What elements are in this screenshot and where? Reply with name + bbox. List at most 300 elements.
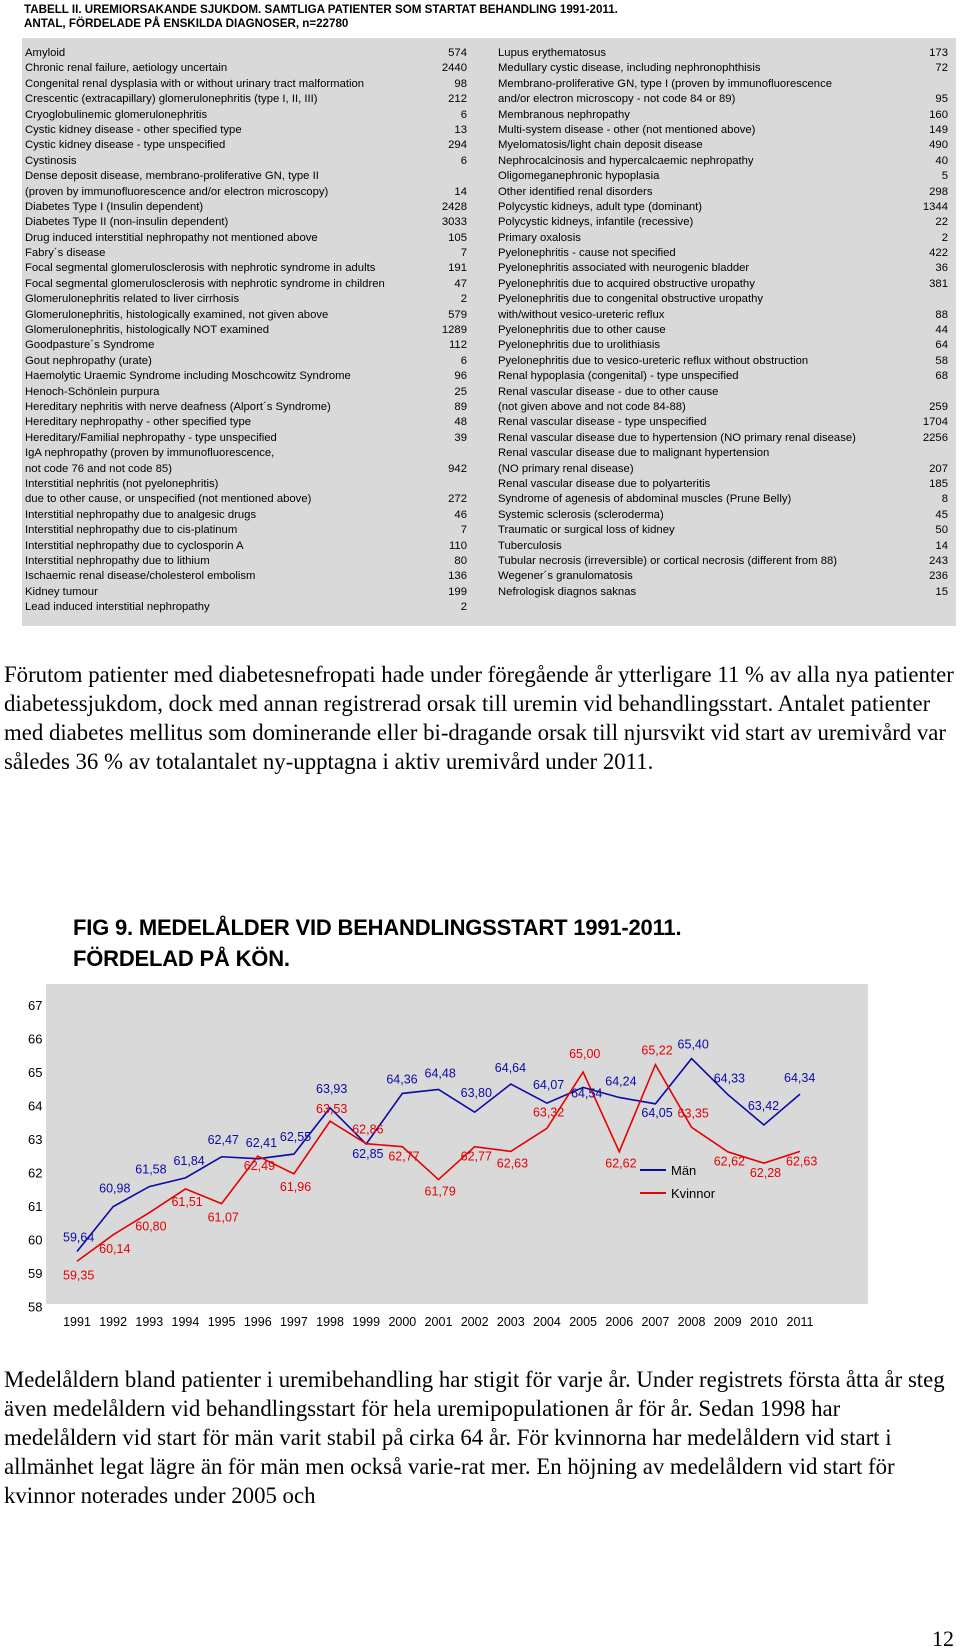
data-label-men: 65,40	[677, 1037, 709, 1052]
patient-count: 14	[454, 185, 467, 198]
patient-count: 88	[935, 308, 948, 321]
data-label-men: 64,48	[424, 1066, 456, 1081]
table-row	[25, 492, 467, 507]
patient-count: 2428	[441, 200, 467, 213]
x-tick-label: 1994	[171, 1315, 200, 1329]
diagnosis-label: Pyelonephritis due to urolithiasis	[498, 339, 661, 352]
data-label-women: 62,62	[713, 1154, 745, 1169]
y-tick-label: 66	[28, 1031, 43, 1047]
x-tick-label: 1997	[279, 1315, 308, 1329]
patient-count: 6	[460, 154, 467, 167]
diagnosis-label: Interstitial nephropathy due to lithium	[25, 554, 210, 567]
patient-count: 89	[454, 400, 467, 413]
data-label-women: 60,14	[99, 1241, 131, 1256]
x-tick-label: 2008	[677, 1315, 706, 1329]
table-row	[498, 323, 948, 338]
figure-title-line-2: FÖRDELAD PÅ KÖN.	[73, 946, 290, 971]
patient-count: 579	[448, 308, 467, 321]
patient-count: 46	[454, 508, 467, 521]
diagnosis-label: Pyelonephritis due to vesico-ureteric reflux without obstruction	[498, 354, 809, 367]
x-tick-label: 1991	[63, 1315, 91, 1329]
data-label-women: 59,35	[63, 1268, 95, 1283]
patient-count: 207	[929, 462, 948, 475]
diagnosis-label: Multi-system disease - other (not mentioned above)	[498, 123, 756, 136]
table-row	[498, 46, 948, 61]
data-label-men: 62,41	[245, 1135, 278, 1150]
patient-count: 422	[929, 247, 948, 260]
table-row	[25, 277, 467, 292]
diagnosis-label: Renal vascular disease due to malignant hypertension	[498, 447, 770, 460]
x-tick-label: 2003	[496, 1315, 525, 1329]
diagnosis-label: Henoch-Schönlein purpura	[25, 385, 160, 398]
patient-count: 15	[935, 585, 948, 598]
patient-count: 95	[935, 93, 948, 106]
diagnosis-label: Renal vascular disease due to hypertension (NO primary renal disease)	[498, 431, 856, 444]
diagnosis-label: Polycystic kidneys, infantile (recessive)	[498, 216, 694, 229]
table-row	[498, 200, 948, 215]
data-label-men: 64,36	[386, 1072, 418, 1087]
table-row	[25, 138, 467, 153]
diagnosis-label: Lupus erythematosus	[498, 47, 607, 59]
patient-count: 574	[448, 47, 467, 59]
table-row	[498, 246, 948, 261]
table-row	[498, 400, 948, 415]
table-row	[25, 231, 467, 246]
diagnosis-label: Glomerulonephritis related to liver cirrhosis	[25, 293, 240, 306]
diagnosis-label: Wegener´s granulomatosis	[498, 570, 633, 583]
data-label-men: 59,64	[63, 1230, 95, 1245]
table-row	[25, 338, 467, 353]
table-row	[498, 385, 948, 400]
data-label-men: 63,42	[747, 1098, 780, 1113]
patient-count: 105	[448, 231, 467, 244]
data-label-women: 62,77	[460, 1149, 492, 1164]
diagnosis-label: Renal vascular disease - due to other cause	[498, 385, 719, 398]
diagnosis-label: Goodpasture´s Syndrome	[25, 339, 155, 352]
diagnosis-label: Syndrome of agenesis of abdominal muscles (Prune Belly)	[498, 493, 792, 506]
diagnosis-label: Interstitial nephropathy due to cis-platinum	[25, 524, 238, 537]
patient-count: 98	[454, 77, 467, 90]
diagnosis-label: Oligomeganephronic hypoplasia	[498, 170, 660, 183]
patient-count: 44	[935, 324, 948, 337]
patient-count: 5	[941, 170, 948, 183]
data-label-women: 65,00	[569, 1047, 601, 1061]
table-row	[25, 523, 467, 538]
data-label-men: 60,98	[99, 1181, 131, 1196]
table-row	[498, 61, 948, 76]
patient-count: 259	[929, 400, 948, 413]
table-caption	[24, 3, 944, 31]
data-label-women: 62,77	[388, 1149, 420, 1164]
diagnosis-label: Hereditary nephritis with nerve deafness (Alport´s Syndrome)	[25, 400, 331, 413]
table-row	[498, 261, 948, 276]
table-row	[25, 462, 467, 477]
data-label-men: 64,07	[532, 1078, 565, 1093]
diagnosis-label: Fabry´s disease	[25, 247, 106, 260]
table-row	[25, 554, 467, 569]
table-row	[25, 446, 467, 461]
y-tick-label: 65	[28, 1065, 43, 1080]
table-row	[498, 231, 948, 246]
diagnosis-label: due to other cause, or unspecified (not mentioned above)	[25, 493, 312, 506]
table-row	[25, 185, 467, 200]
diagnosis-label: Congenital renal dysplasia with or without urinary tract malformation	[25, 77, 365, 90]
table-row	[25, 369, 467, 384]
table-row	[498, 354, 948, 369]
diagnosis-label: Other identified renal disorders	[498, 185, 653, 198]
diagnosis-label: Glomerulonephritis, histologically examined, not given above	[25, 308, 329, 321]
patient-count: 112	[448, 339, 467, 352]
table-row	[25, 308, 467, 323]
patient-count: 64	[935, 339, 948, 352]
data-label-women: 65,22	[641, 1043, 673, 1058]
x-tick-label: 2007	[641, 1315, 670, 1329]
legend-label-men: Män	[671, 1163, 697, 1178]
patient-count: 6	[460, 354, 467, 367]
data-label-women: 62,28	[749, 1166, 782, 1181]
patient-count: 272	[448, 493, 467, 506]
patient-count: 22	[935, 216, 948, 229]
table-row	[25, 585, 467, 600]
table-row	[25, 169, 467, 184]
diagnosis-label: Pyelonephritis due to congenital obstructive uropathy	[498, 293, 764, 306]
y-tick-label: 62	[28, 1165, 43, 1181]
x-tick-label: 1993	[135, 1315, 164, 1329]
y-tick-label: 64	[28, 1098, 43, 1114]
data-label-men: 64,34	[784, 1071, 816, 1086]
data-label-women: 61,07	[207, 1210, 239, 1225]
patient-count: 1289	[441, 324, 467, 337]
data-label-women: 61,51	[171, 1194, 203, 1209]
table-row	[25, 92, 467, 107]
patient-count: 236	[929, 570, 948, 583]
table-row	[498, 308, 948, 323]
patient-count: 2256	[922, 431, 948, 444]
diagnosis-label: Membrano-proliferative GN, type I (proven by immunofluorescence	[498, 77, 833, 90]
diagnosis-label: Haemolytic Uraemic Syndrome including Moschcowitz Syndrome	[25, 370, 351, 383]
diagnosis-label: Pyelonephritis due to acquired obstructive uropathy	[498, 277, 755, 290]
data-label-women: 62,62	[605, 1156, 637, 1171]
table-caption-line-1: TABELL II. UREMIORSAKANDE SJUKDOM. SAMTLIGA PATIENTER SOM STARTAT BEHANDLING 1991-2011.	[24, 3, 618, 16]
patient-count: 2	[941, 231, 948, 244]
table-row	[498, 92, 948, 107]
diagnosis-label: Hereditary nephropathy - other specified type	[25, 416, 252, 429]
data-label-men: 62,47	[207, 1132, 239, 1147]
diagnosis-label: Myelomatosis/light chain deposit disease	[498, 139, 703, 152]
patient-count: 294	[448, 139, 467, 152]
patient-count: 8	[941, 493, 948, 506]
table-row	[25, 154, 467, 169]
patient-count: 212	[448, 93, 467, 106]
table-row	[25, 292, 467, 307]
diagnosis-label: not code 76 and not code 85)	[25, 462, 172, 475]
diagnosis-label: Interstitial nephropathy due to cyclosporin A	[25, 539, 244, 552]
data-label-women: 61,79	[424, 1184, 456, 1199]
data-label-women: 61,96	[279, 1179, 312, 1194]
x-tick-label: 2000	[388, 1315, 417, 1329]
data-label-men: 64,54	[571, 1086, 603, 1101]
patient-count: 72	[935, 62, 948, 75]
diagnosis-label: Hereditary/Familial nephropathy - type unspecified	[25, 431, 277, 444]
table-row	[498, 108, 948, 123]
table-row	[498, 369, 948, 384]
table-row	[498, 446, 948, 461]
data-label-men: 62,85	[352, 1147, 384, 1162]
diagnosis-label: Renal vascular disease due to polyarteritis	[498, 477, 711, 490]
patient-count: 2	[460, 601, 467, 614]
diagnosis-table-right-column	[498, 46, 948, 600]
diagnosis-table-left-column	[25, 46, 467, 615]
patient-count: 6	[460, 108, 467, 121]
x-tick-label: 2004	[533, 1315, 561, 1329]
data-label-men: 61,84	[173, 1153, 205, 1168]
patient-count: 1704	[922, 416, 948, 429]
data-label-women: 62,86	[352, 1122, 384, 1137]
data-label-men: 62,55	[279, 1130, 312, 1145]
diagnosis-label: Diabetes Type I (Insulin dependent)	[25, 200, 204, 213]
table-row	[498, 523, 948, 538]
diagnosis-label: IgA nephropathy (proven by immunofluorescence,	[25, 447, 275, 460]
table-row	[498, 554, 948, 569]
figure-title	[73, 912, 873, 974]
diagnosis-label: Gout nephropathy (urate)	[25, 354, 152, 367]
patient-count: 2	[460, 293, 467, 306]
x-tick-label: 1996	[243, 1315, 272, 1329]
table-row	[25, 46, 467, 61]
diagnosis-label: Dense deposit disease, membrano-proliferative GN, type II	[25, 170, 319, 183]
patient-count: 149	[929, 123, 948, 136]
table-row	[25, 215, 467, 230]
table-row	[25, 508, 467, 523]
diagnosis-label: Diabetes Type II (non-insulin dependent)	[25, 216, 229, 229]
legend-label-women: Kvinnor	[671, 1186, 716, 1201]
patient-count: 13	[454, 123, 467, 136]
patient-count: 3033	[441, 216, 467, 229]
diagnosis-label: Pyelonephritis due to other cause	[498, 324, 666, 337]
diagnosis-label: (not given above and not code 84-88)	[498, 400, 686, 413]
patient-count: 96	[454, 370, 467, 383]
diagnosis-label: Renal hypoplasia (congenital) - type unspecified	[498, 370, 739, 383]
plot-area	[46, 984, 868, 1304]
diagnosis-label: (proven by immunofluorescence and/or electron microscopy)	[25, 185, 329, 198]
patient-count: 14	[935, 539, 948, 552]
diagnosis-label: Cystinosis	[25, 154, 77, 167]
body-paragraph-1: Förutom patienter med diabetesnefropati hade under föregående år ytterligare 11 % av alla nya patienter diabetessjukdom, dock med annan registrerad orsak till uremin vid behandlingsstart. Antalet patienter med diabetes mellitus som dominerande eller bi-dragande orsak till njursvikt vid start av uremivård var således 36 % av totalantalet ny-upptagna i aktiv uremivård under 2011.	[4, 662, 954, 774]
patient-count: 80	[454, 554, 467, 567]
table-row	[25, 123, 467, 138]
diagnosis-label: Ischaemic renal disease/cholesterol embolism	[25, 570, 256, 583]
x-tick-label: 2011	[786, 1315, 814, 1329]
figure-title-line-1: FIG 9. MEDELÅLDER VID BEHANDLINGSSTART 1991-2011.	[73, 915, 682, 940]
table-row	[25, 77, 467, 92]
x-tick-label: 2009	[713, 1315, 742, 1329]
patient-count: 298	[929, 185, 948, 198]
table-row	[25, 354, 467, 369]
table-row	[498, 338, 948, 353]
diagnosis-label: Drug induced interstitial nephropathy not mentioned above	[25, 231, 318, 244]
diagnosis-label: Tubular necrosis (irreversible) or cortical necrosis (different from 88)	[498, 554, 838, 567]
patient-count: 199	[448, 585, 467, 598]
table-row	[498, 431, 948, 446]
diagnosis-label: Tuberculosis	[498, 539, 562, 552]
y-tick-label: 61	[28, 1199, 43, 1214]
x-tick-label: 2001	[424, 1315, 453, 1329]
table-row	[498, 277, 948, 292]
table-row	[25, 415, 467, 430]
x-tick-label: 1995	[207, 1315, 236, 1329]
patient-count: 185	[929, 477, 948, 490]
table-row	[498, 477, 948, 492]
table-row	[498, 154, 948, 169]
patient-count: 110	[448, 539, 467, 552]
diagnosis-label: (NO primary renal disease)	[498, 462, 634, 475]
diagnosis-label: Nefrologisk diagnos saknas	[498, 585, 637, 598]
diagnosis-label: Primary oxalosis	[498, 231, 581, 244]
patient-count: 243	[929, 554, 948, 567]
patient-count: 39	[454, 431, 467, 444]
table-row	[498, 215, 948, 230]
table-row	[25, 246, 467, 261]
patient-count: 381	[929, 277, 948, 290]
patient-count: 48	[454, 416, 467, 429]
patient-count: 490	[929, 139, 948, 152]
table-row	[25, 261, 467, 276]
table-row	[25, 477, 467, 492]
data-label-women: 63,32	[532, 1105, 565, 1120]
table-row	[25, 539, 467, 554]
table-row	[25, 385, 467, 400]
x-tick-label: 2002	[460, 1315, 489, 1329]
diagnosis-label: and/or electron microscopy - not code 84 or 89)	[498, 93, 736, 106]
table-row	[25, 569, 467, 584]
diagnosis-label: Renal vascular disease - type unspecified	[498, 416, 707, 429]
diagnosis-label: Cryoglobulinemic glomerulonephritis	[25, 108, 208, 121]
data-label-men: 63,80	[460, 1086, 492, 1101]
patient-count: 7	[460, 524, 467, 537]
patient-count: 136	[448, 570, 467, 583]
diagnosis-label: Nephrocalcinosis and hypercalcaemic nephropathy	[498, 154, 754, 167]
patient-count: 25	[454, 385, 467, 398]
x-tick-label: 2005	[569, 1315, 598, 1329]
table-row	[25, 61, 467, 76]
table-row	[25, 600, 467, 615]
x-tick-label: 1998	[316, 1315, 344, 1329]
diagnosis-label: Pyelonephritis - cause not specified	[498, 247, 676, 260]
y-tick-label: 63	[28, 1132, 43, 1147]
data-label-men: 64,05	[641, 1105, 673, 1120]
diagnosis-label: Polycystic kidneys, adult type (dominant)	[498, 200, 703, 213]
table-row	[498, 539, 948, 554]
diagnosis-label: Chronic renal failure, aetiology uncertain	[25, 62, 228, 75]
data-label-women: 63,35	[677, 1106, 709, 1121]
data-label-men: 64,24	[605, 1074, 637, 1089]
data-label-men: 64,33	[713, 1071, 745, 1086]
patient-count: 7	[460, 247, 467, 260]
diagnosis-label: Medullary cystic disease, including nephronophthisis	[498, 62, 761, 75]
patient-count: 2440	[441, 62, 467, 75]
diagnosis-label: Crescentic (extracapillary) glomerulonephritis (type I, II, III)	[25, 93, 318, 106]
patient-count: 68	[935, 370, 948, 383]
diagnosis-label: Pyelonephritis associated with neurogenic bladder	[498, 262, 750, 275]
patient-count: 58	[935, 354, 948, 367]
y-tick-label: 67	[28, 998, 43, 1013]
diagnosis-label: Amyloid	[25, 47, 66, 59]
diagnosis-label: Focal segmental glomerulosclerosis with nephrotic syndrome in children	[25, 277, 385, 290]
table-row	[498, 292, 948, 307]
patient-count: 160	[929, 108, 948, 121]
table-row	[498, 169, 948, 184]
patient-count: 50	[935, 524, 948, 537]
table-row	[498, 185, 948, 200]
diagnosis-label: Focal segmental glomerulosclerosis with nephrotic syndrome in adults	[25, 262, 376, 275]
data-label-women: 60,80	[135, 1219, 167, 1234]
diagnosis-label: Cystic kidney disease - other specified type	[25, 123, 242, 136]
table-row	[25, 431, 467, 446]
x-tick-label: 1999	[352, 1315, 381, 1329]
diagnosis-label: Lead induced interstitial nephropathy	[25, 601, 210, 614]
patient-count: 45	[935, 508, 948, 521]
table-row	[498, 415, 948, 430]
table-row	[498, 138, 948, 153]
data-label-women: 62,63	[496, 1156, 529, 1171]
diagnosis-label: with/without vesico-ureteric reflux	[498, 308, 665, 321]
y-tick-label: 59	[28, 1266, 43, 1281]
age-chart-svg	[0, 984, 960, 1344]
table-row	[25, 200, 467, 215]
diagnosis-label: Cystic kidney disease - type unspecified	[25, 139, 226, 152]
diagnosis-label: Interstitial nephropathy due to analgesic drugs	[25, 508, 257, 521]
diagnosis-label: Systemic sclerosis (scleroderma)	[498, 508, 664, 521]
y-tick-label: 60	[28, 1232, 43, 1248]
data-label-women: 62,63	[786, 1154, 818, 1169]
diagnosis-label: Glomerulonephritis, histologically NOT examined	[25, 324, 270, 337]
x-tick-label: 2010	[749, 1315, 778, 1329]
patient-count: 942	[448, 462, 467, 475]
table-row	[498, 123, 948, 138]
page-number: 12	[932, 1626, 954, 1651]
table-caption-line-2: ANTAL, FÖRDELADE PÅ ENSKILDA DIAGNOSER, n=22780	[24, 17, 349, 30]
patient-count: 40	[935, 154, 948, 167]
table-row	[498, 462, 948, 477]
diagnosis-label: Interstitial nephritis (not pyelonephritis)	[25, 477, 219, 490]
patient-count: 36	[935, 262, 948, 275]
data-label-men: 63,93	[316, 1081, 348, 1096]
data-label-men: 61,58	[135, 1162, 167, 1177]
patient-count: 173	[929, 47, 948, 59]
table-row	[25, 108, 467, 123]
x-tick-label: 2006	[605, 1315, 634, 1329]
table-row	[498, 508, 948, 523]
diagnosis-label: Kidney tumour	[25, 585, 98, 598]
data-label-men: 64,64	[494, 1061, 527, 1076]
diagnosis-label: Membranous nephropathy	[498, 108, 630, 121]
table-row	[498, 585, 948, 600]
body-paragraph-2: Medelåldern bland patienter i uremibehandling har stigit för varje år. Under registrets första åtta år steg även medelåldern vid behandlingsstart för hela uremipopulationen år för år. Sedan 1998 har medelåldern vid start för män varit stabil på cirka 64 år. För kvinnorna har medelåldern vid start i allmänhet legat lägre än för män men också varie-rat mer. En höjning av medelåldern vid start för kvinnor noterades under 2005 och	[4, 1367, 945, 1508]
patient-count: 1344	[922, 200, 948, 213]
patient-count: 191	[448, 262, 467, 275]
data-label-women: 62,49	[243, 1159, 276, 1174]
table-row	[498, 569, 948, 584]
x-tick-label: 1992	[99, 1315, 128, 1329]
table-row	[498, 77, 948, 92]
diagnosis-label: Traumatic or surgical loss of kidney	[498, 524, 675, 537]
table-row	[25, 400, 467, 415]
patient-count: 47	[454, 277, 467, 290]
diagnosis-table	[22, 38, 956, 626]
table-row	[25, 323, 467, 338]
age-chart	[0, 984, 960, 1344]
table-row	[498, 492, 948, 507]
